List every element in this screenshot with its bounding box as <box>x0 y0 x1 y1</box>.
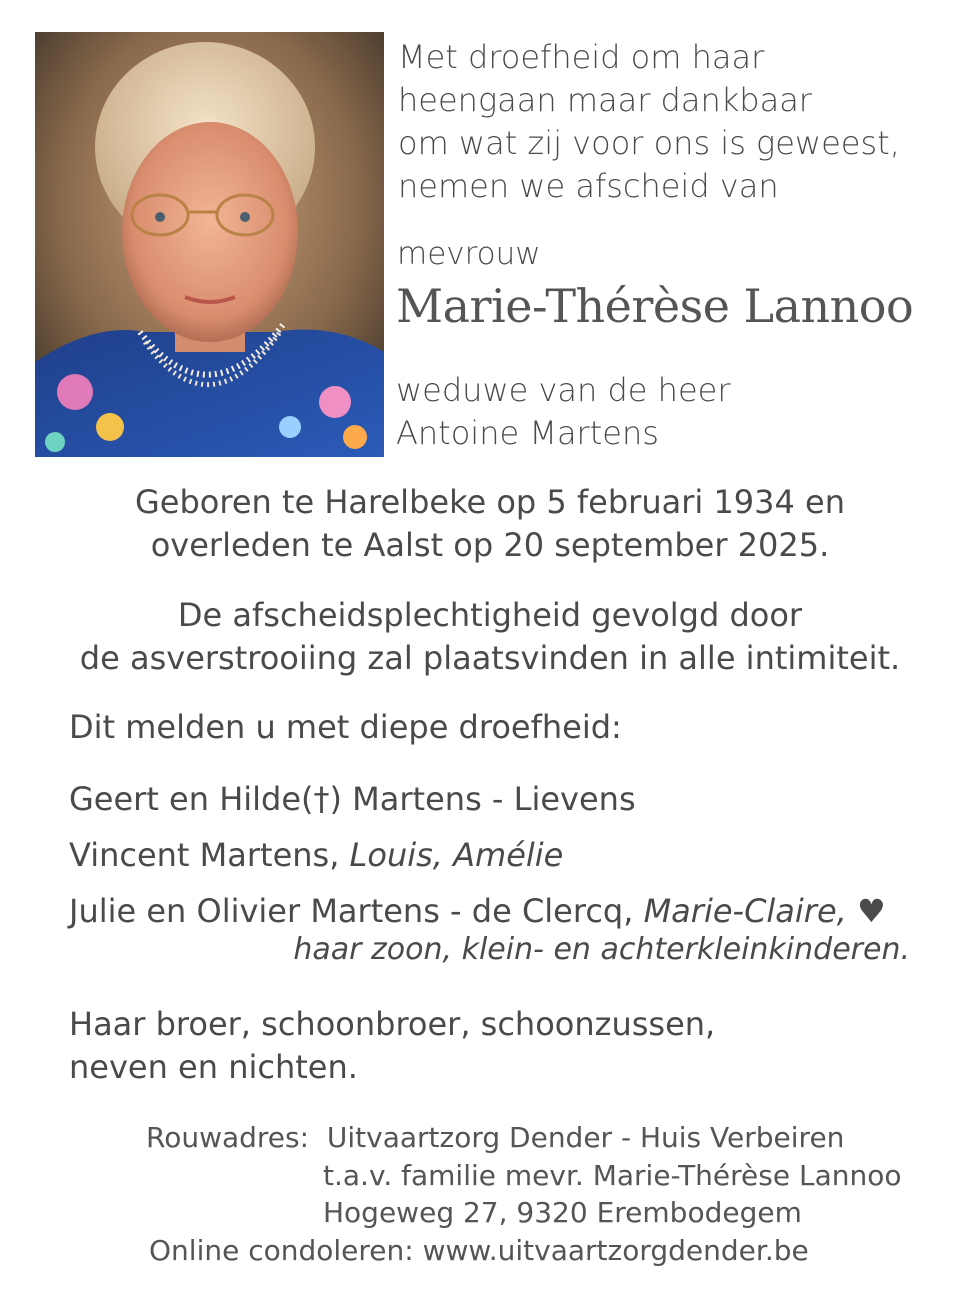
heart-icon: ♥ <box>856 892 886 930</box>
others-line: Haar broer, schoonbroer, schoonzussen, <box>69 1005 716 1043</box>
widow-text <box>396 369 730 455</box>
ceremony-text <box>0 594 980 680</box>
family-names: Geert en Hilde(†) Martens - Lievens <box>69 780 636 818</box>
widow-line: Antoine Martens <box>396 414 659 452</box>
family-line <box>69 890 886 933</box>
address-line: t.a.v. familie mevr. Marie-Thérèse Lannoo <box>323 1159 902 1192</box>
family-children: Marie-Claire, <box>643 892 847 930</box>
other-relatives <box>69 1003 715 1089</box>
address-line <box>146 1119 844 1156</box>
intro-line: heengaan maar dankbaar <box>398 81 812 119</box>
address-label: Rouwadres: <box>146 1121 310 1154</box>
announcement: Dit melden u met diepe droefheid: <box>69 708 622 746</box>
address-text: Uitvaartzorg Dender - Huis Verbeiren <box>326 1121 845 1154</box>
portrait-photo <box>35 32 384 457</box>
address-line: Hogeweg 27, 9320 Erembodegem <box>323 1196 802 1229</box>
family-names: Vincent Martens, <box>69 836 340 874</box>
intro-text <box>398 36 900 208</box>
widow-line: weduwe van de heer <box>396 371 731 409</box>
ceremony-line: de asverstrooiing zal plaatsvinden in alle intimiteit. <box>79 639 901 677</box>
intro-line: nemen we afscheid van <box>398 167 779 205</box>
family-children: Louis, Amélie <box>349 836 564 874</box>
deceased-name: Marie-Thérèse Lannoo <box>396 279 914 333</box>
dates-line: Geboren te Harelbeke op 5 februari 1934 en <box>134 483 846 521</box>
family-line <box>69 834 563 877</box>
family-note: haar zoon, klein- en achterkleinkinderen. <box>293 932 910 967</box>
intro-line: Met droefheid om haar <box>398 38 765 76</box>
family-names: Julie en Olivier Martens - de Clercq, <box>69 892 634 930</box>
intro-line: om wat zij voor ons is geweest, <box>398 124 900 162</box>
deceased-title: mevrouw <box>397 236 541 272</box>
birth-death-text <box>0 481 980 567</box>
family-line <box>69 778 636 821</box>
online-condolences: Online condoleren: www.uitvaartzorgdender.be <box>149 1234 809 1267</box>
ceremony-line: De afscheidsplechtigheid gevolgd door <box>177 596 803 634</box>
dates-line: overleden te Aalst op 20 september 2025. <box>150 526 830 564</box>
others-line: neven en nichten. <box>69 1048 358 1086</box>
